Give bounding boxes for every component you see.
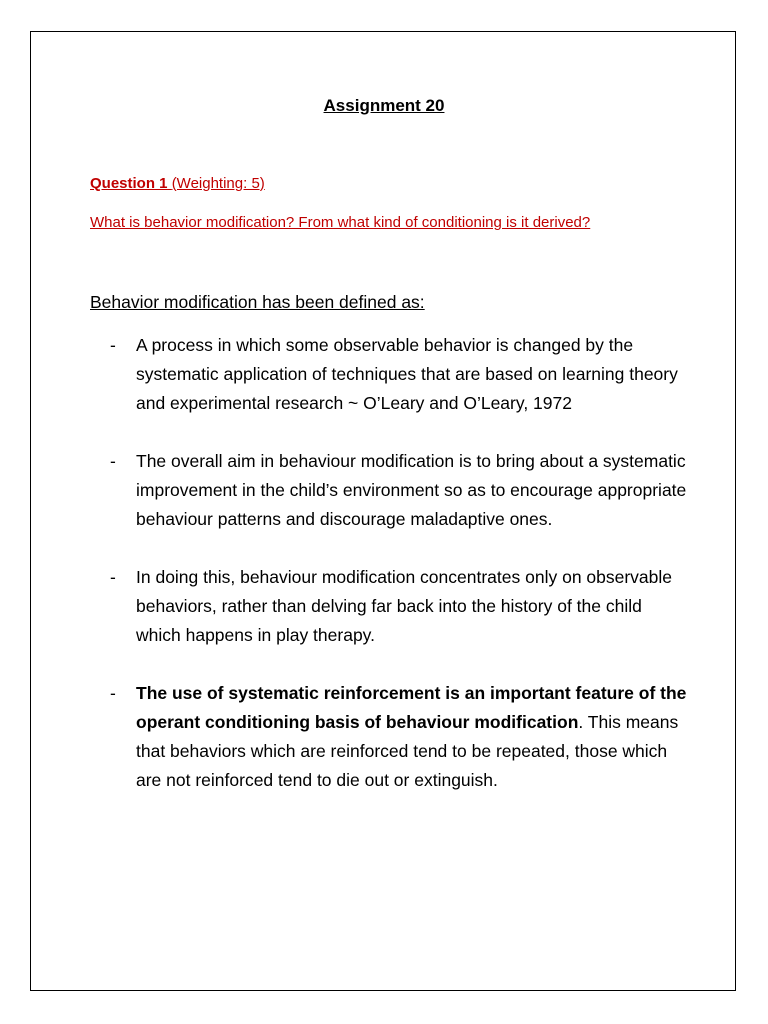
question-label: Question 1 [90, 175, 168, 192]
question-text: What is behavior modification? From what kind of conditioning is it derived? [90, 214, 591, 231]
list-item [110, 447, 690, 534]
bullet-marker: - [110, 683, 116, 703]
definition-list [110, 331, 690, 824]
page-title: Assignment 20 [323, 96, 445, 115]
question-heading [90, 175, 265, 193]
list-item [110, 331, 690, 418]
question-weighting: (Weighting: 5) [171, 175, 265, 192]
bullet-marker: - [110, 335, 116, 355]
bullet-text: In doing this, behaviour modification concentrates only on observable behaviors, rather than delving far back into the history of the child which happens in play therapy. [136, 567, 673, 645]
list-item [110, 563, 690, 650]
bullet-bold-text: The use of systematic reinforcement is an important feature of the operant conditioning basis of behaviour modification [136, 683, 687, 732]
bullet-text: . This means that behaviors which are reinforced tend to be repeated, those which are not reinforced tend to die out or extinguish. [136, 712, 679, 790]
definition-intro: Behavior modification has been defined as: [90, 292, 425, 312]
bullet-text: The overall aim in behaviour modification is to bring about a systematic improvement in the child’s environment so as to encourage appropriate behaviour patterns and discourage maladaptive ones. [136, 451, 687, 529]
list-item [110, 679, 690, 795]
bullet-marker: - [110, 451, 116, 471]
bullet-text: A process in which some observable behavior is changed by the systematic application of techniques that are based on learning theory and experimental research ~ O’Leary and O’Leary, 1972 [136, 335, 678, 413]
bullet-marker: - [110, 567, 116, 587]
